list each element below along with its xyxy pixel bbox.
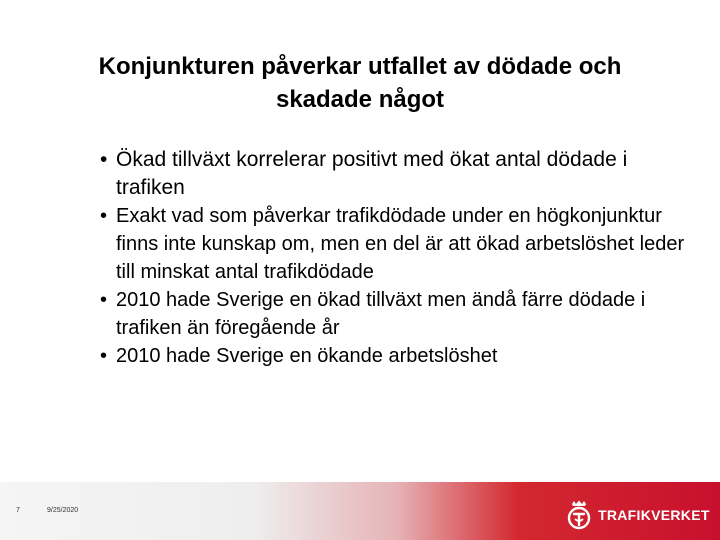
bullet-marker: • [100,205,108,227]
slide-title-line-2: skadade något [275,86,445,113]
trafikverket-logo [566,500,710,530]
bullet-marker: • [100,289,108,311]
logo-text: TRAFIKVERKET [598,507,710,523]
bullet-item [92,202,692,286]
bullet-marker: • [100,148,108,171]
bullet-item [92,286,692,342]
bullet-marker: • [100,345,108,367]
bullet-text: 2010 hade Sverige en ökad tillväxt men ändå färre dödade i trafiken än föregående år [116,289,646,339]
bullet-item [96,146,692,202]
slide-title-line-1: Konjunkturen påverkar utfallet av dödade och [98,53,622,80]
bullet-text: Ökad tillväxt korrelerar positivt med ökat antal dödade i trafiken [116,148,628,199]
bullet-text: Exakt vad som påverkar trafikdödade under en högkonjunktur finns inte kunskap om, men en del är att ökad arbetslöshet leder till minskat antal trafikdödade [116,205,685,283]
bullet-item [92,342,692,370]
slide-title [40,50,680,116]
crown-icon [566,500,592,530]
slide-date: 9/25/2020 [47,507,79,514]
bullet-list [92,146,692,370]
page-number: 7 [16,507,20,514]
bullet-text: 2010 hade Sverige en ökande arbetslöshet [116,345,498,367]
